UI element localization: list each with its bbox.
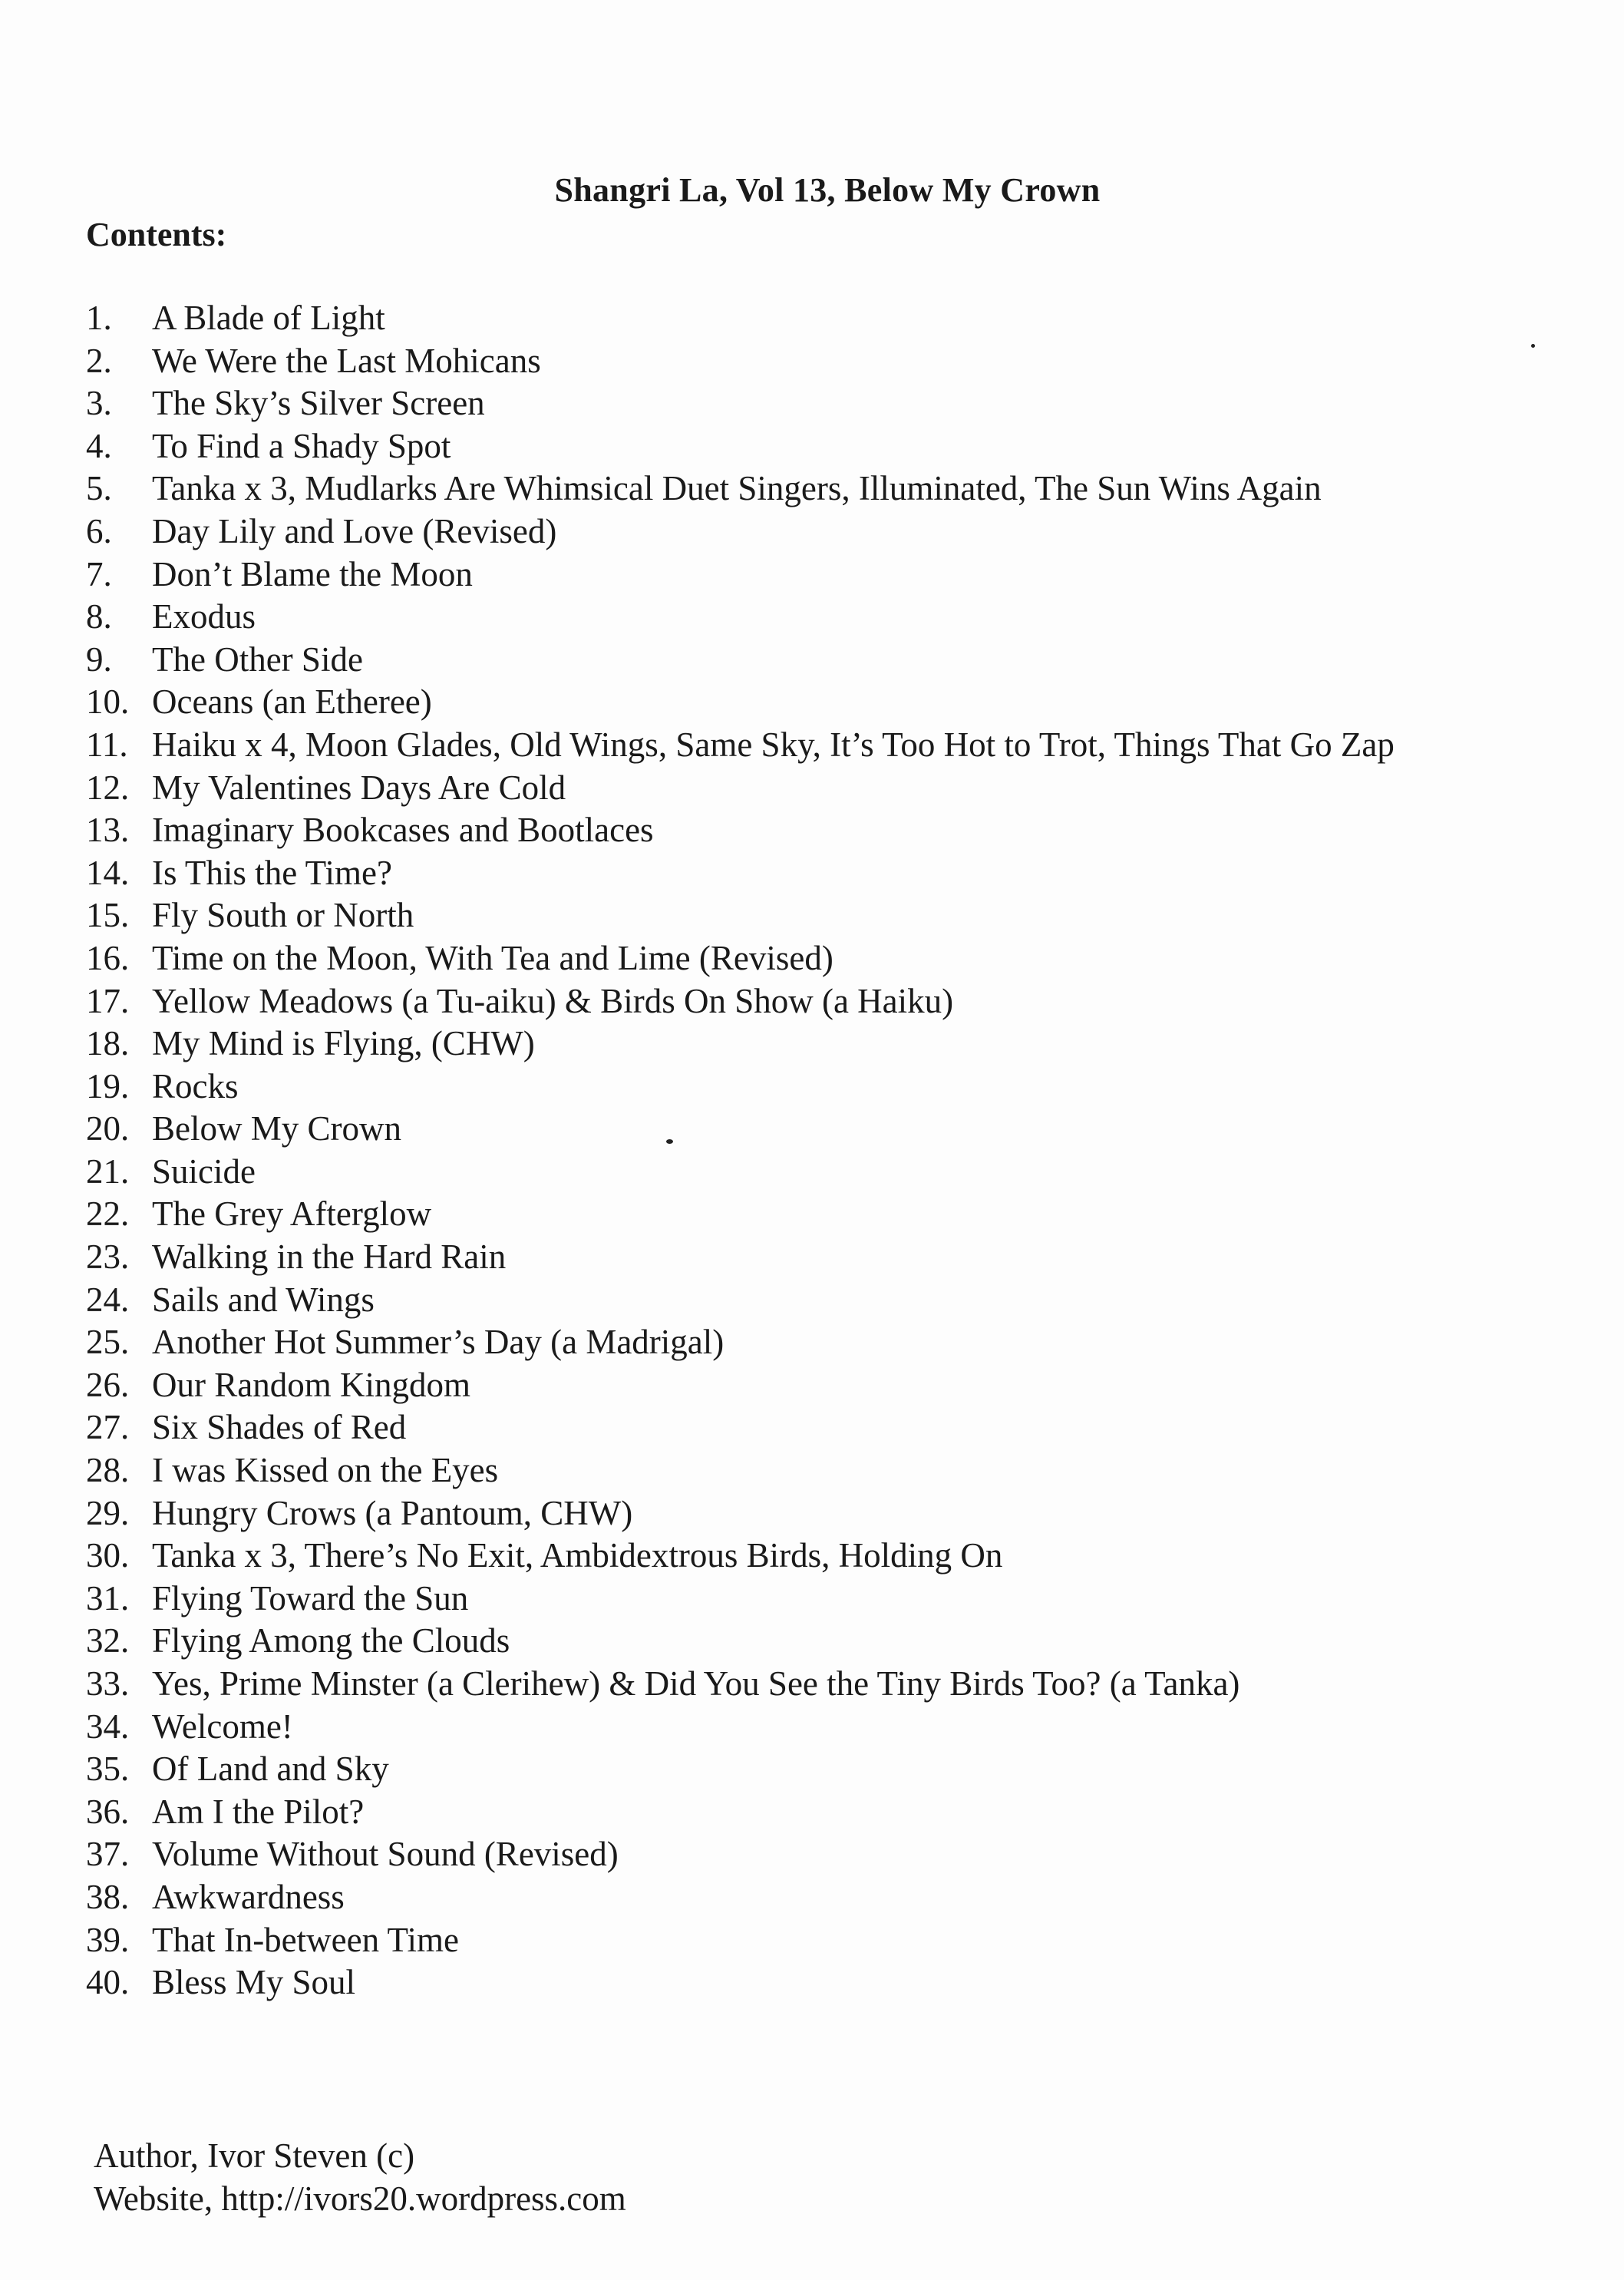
toc-item bbox=[86, 1493, 1578, 1536]
toc-item-title: Volume Without Sound (Revised) bbox=[152, 1835, 619, 1874]
toc-item-number: 19. bbox=[86, 1066, 130, 1105]
toc-item-title: Am I the Pilot? bbox=[152, 1792, 365, 1831]
toc-item-title: My Mind is Flying, (CHW) bbox=[152, 1024, 535, 1063]
toc-item-title: A Blade of Light bbox=[152, 299, 385, 337]
toc-item-number: 30. bbox=[86, 1536, 130, 1575]
toc-item bbox=[86, 341, 1578, 384]
toc-item bbox=[86, 298, 1578, 341]
toc-item bbox=[86, 768, 1578, 811]
author-line: Author, Ivor Steven (c) bbox=[94, 2136, 415, 2175]
toc-item-title: Fly South or North bbox=[152, 896, 414, 935]
toc-item-number: 39. bbox=[86, 1920, 130, 1959]
toc-item bbox=[86, 426, 1578, 469]
toc-item-number: 37. bbox=[86, 1835, 130, 1874]
toc-item bbox=[86, 511, 1578, 554]
toc-item-number: 28. bbox=[86, 1451, 130, 1490]
toc-item bbox=[86, 1152, 1578, 1195]
toc-item-title: Bless My Soul bbox=[152, 1963, 356, 2002]
toc-item-number: 13. bbox=[86, 811, 130, 850]
toc-item-title: Tanka x 3, There’s No Exit, Ambidextrous Birds, Holding On bbox=[152, 1536, 1003, 1575]
contents-list bbox=[86, 298, 1578, 2005]
toc-item-title: Another Hot Summer’s Day (a Madrigal) bbox=[152, 1323, 725, 1362]
toc-item-number: 40. bbox=[86, 1963, 130, 2002]
toc-item-number: 21. bbox=[86, 1152, 130, 1191]
toc-item bbox=[86, 383, 1578, 426]
toc-item bbox=[86, 1664, 1578, 1707]
toc-item-number: 27. bbox=[86, 1408, 130, 1447]
toc-item-title: Of Land and Sky bbox=[152, 1750, 389, 1789]
toc-item-number: 33. bbox=[86, 1664, 130, 1703]
toc-item bbox=[86, 1834, 1578, 1877]
toc-item-title: To Find a Shady Spot bbox=[152, 426, 451, 465]
toc-item bbox=[86, 1535, 1578, 1578]
toc-item-title: Hungry Crows (a Pantoum, CHW) bbox=[152, 1493, 633, 1532]
toc-item bbox=[86, 1749, 1578, 1792]
toc-item bbox=[86, 1194, 1578, 1237]
toc-item-title: I was Kissed on the Eyes bbox=[152, 1451, 499, 1490]
toc-item-number: 35. bbox=[86, 1750, 130, 1789]
toc-item bbox=[86, 1877, 1578, 1920]
toc-item-title: Yellow Meadows (a Tu-aiku) & Birds On Show (a Haiku) bbox=[152, 981, 954, 1020]
document-title: Shangri La, Vol 13, Below My Crown bbox=[554, 171, 1101, 209]
toc-item bbox=[86, 725, 1578, 768]
toc-item-title: Walking in the Hard Rain bbox=[152, 1237, 507, 1277]
toc-item bbox=[86, 810, 1578, 853]
toc-item-number: 18. bbox=[86, 1024, 130, 1063]
toc-item-number: 4. bbox=[86, 426, 112, 465]
toc-item bbox=[86, 1407, 1578, 1450]
toc-item-title: We Were the Last Mohicans bbox=[152, 341, 541, 380]
toc-item-title: The Sky’s Silver Screen bbox=[152, 384, 485, 423]
toc-item-number: 16. bbox=[86, 938, 130, 977]
toc-item-number: 25. bbox=[86, 1323, 130, 1362]
toc-item-title: Exodus bbox=[152, 597, 256, 636]
toc-item-number: 11. bbox=[86, 725, 128, 764]
toc-item-number: 10. bbox=[86, 682, 130, 722]
toc-item-number: 36. bbox=[86, 1792, 130, 1831]
toc-item-number: 34. bbox=[86, 1707, 130, 1746]
toc-item-title: Flying Toward the Sun bbox=[152, 1578, 469, 1617]
toc-item bbox=[86, 1280, 1578, 1323]
toc-item-title: Welcome! bbox=[152, 1707, 293, 1746]
scan-speck bbox=[666, 1139, 673, 1144]
toc-item bbox=[86, 1237, 1578, 1280]
toc-item-number: 3. bbox=[86, 384, 112, 423]
toc-item-title: Tanka x 3, Mudlarks Are Whimsical Duet Singers, Illuminated, The Sun Wins Again bbox=[152, 469, 1322, 508]
toc-item-number: 24. bbox=[86, 1280, 130, 1319]
toc-item-title: My Valentines Days Are Cold bbox=[152, 768, 566, 807]
scan-speck bbox=[1531, 344, 1535, 348]
toc-item bbox=[86, 938, 1578, 981]
toc-item bbox=[86, 1023, 1578, 1066]
toc-item-number: 14. bbox=[86, 853, 130, 892]
toc-item bbox=[86, 1621, 1578, 1664]
toc-item-title: That In-between Time bbox=[152, 1920, 459, 1959]
toc-item-number: 38. bbox=[86, 1877, 130, 1916]
toc-item-title: The Grey Afterglow bbox=[152, 1195, 432, 1234]
toc-item-title: Time on the Moon, With Tea and Lime (Revised) bbox=[152, 938, 833, 977]
toc-item bbox=[86, 468, 1578, 511]
toc-item-title: Our Random Kingdom bbox=[152, 1365, 470, 1404]
toc-item bbox=[86, 853, 1578, 896]
toc-item-number: 7. bbox=[86, 554, 112, 593]
website-line: Website, http://ivors20.wordpress.com bbox=[94, 2179, 626, 2218]
toc-item bbox=[86, 1792, 1578, 1835]
toc-item-number: 12. bbox=[86, 768, 130, 807]
toc-item-number: 5. bbox=[86, 469, 112, 508]
toc-item bbox=[86, 1920, 1578, 1963]
toc-item bbox=[86, 1578, 1578, 1621]
toc-item-title: Sails and Wings bbox=[152, 1280, 375, 1319]
toc-item-title: Rocks bbox=[152, 1066, 239, 1105]
toc-item bbox=[86, 1962, 1578, 2005]
toc-item-number: 8. bbox=[86, 597, 112, 636]
toc-item-number: 17. bbox=[86, 981, 130, 1020]
toc-item-title: Yes, Prime Minster (a Clerihew) & Did You See the Tiny Birds Too? (a Tanka) bbox=[152, 1664, 1240, 1703]
toc-item bbox=[86, 639, 1578, 682]
toc-item bbox=[86, 1322, 1578, 1365]
toc-item bbox=[86, 1450, 1578, 1493]
toc-item bbox=[86, 596, 1578, 639]
toc-item-number: 15. bbox=[86, 896, 130, 935]
toc-item-title: Below My Crown bbox=[152, 1109, 401, 1148]
toc-item-title: Awkwardness bbox=[152, 1877, 345, 1916]
toc-item bbox=[86, 1365, 1578, 1408]
toc-item-number: 32. bbox=[86, 1621, 130, 1660]
toc-item-number: 26. bbox=[86, 1365, 130, 1404]
toc-item-title: Suicide bbox=[152, 1152, 256, 1191]
toc-item bbox=[86, 981, 1578, 1024]
toc-item-title: Imaginary Bookcases and Bootlaces bbox=[152, 811, 654, 850]
contents-heading: Contents: bbox=[86, 216, 227, 253]
toc-item-title: Day Lily and Love (Revised) bbox=[152, 511, 557, 550]
toc-item-number: 1. bbox=[86, 299, 112, 337]
toc-item-number: 31. bbox=[86, 1578, 130, 1617]
toc-item bbox=[86, 554, 1578, 597]
toc-item-title: Oceans (an Etheree) bbox=[152, 682, 432, 722]
toc-item-number: 29. bbox=[86, 1493, 130, 1532]
toc-item-title: Haiku x 4, Moon Glades, Old Wings, Same Sky, It’s Too Hot to Trot, Things That Go Zap bbox=[152, 725, 1395, 764]
toc-item bbox=[86, 1707, 1578, 1750]
toc-item-number: 9. bbox=[86, 639, 112, 679]
toc-item bbox=[86, 682, 1578, 725]
toc-item bbox=[86, 895, 1578, 938]
toc-item-title: Is This the Time? bbox=[152, 853, 392, 892]
toc-item bbox=[86, 1109, 1578, 1152]
toc-item-number: 6. bbox=[86, 511, 112, 550]
toc-item-number: 20. bbox=[86, 1109, 130, 1148]
toc-item-number: 22. bbox=[86, 1195, 130, 1234]
toc-item-title: The Other Side bbox=[152, 639, 363, 679]
toc-item-title: Six Shades of Red bbox=[152, 1408, 407, 1447]
toc-item-title: Flying Among the Clouds bbox=[152, 1621, 510, 1660]
toc-item-number: 2. bbox=[86, 341, 112, 380]
footer bbox=[94, 2134, 626, 2220]
toc-item-title: Don’t Blame the Moon bbox=[152, 554, 473, 593]
toc-item-number: 23. bbox=[86, 1237, 130, 1277]
toc-item bbox=[86, 1066, 1578, 1109]
